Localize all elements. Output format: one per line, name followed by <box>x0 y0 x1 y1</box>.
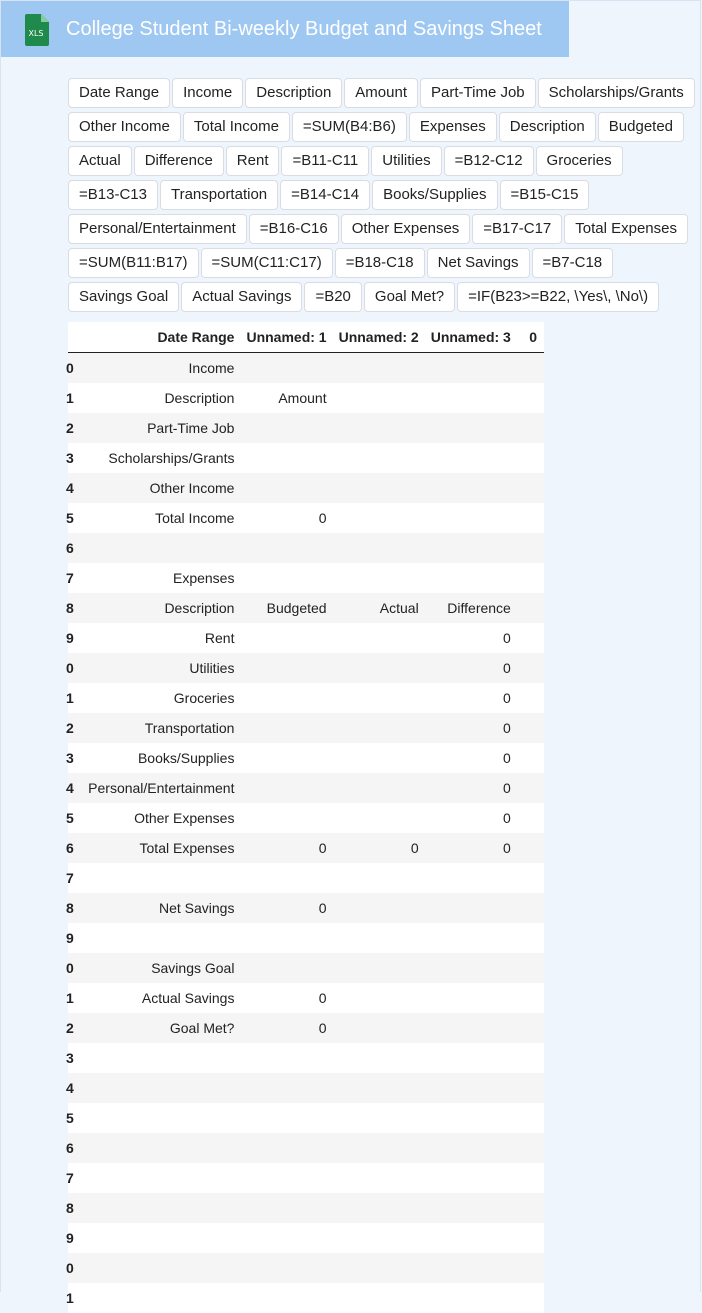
table-row <box>68 1103 544 1133</box>
table-cell <box>511 443 544 473</box>
row-index-cell: 1 <box>66 990 74 1006</box>
table-cell: Other Income <box>149 480 235 496</box>
table-cell <box>72 1103 234 1133</box>
table-cell <box>234 413 326 443</box>
table-cell <box>511 563 544 593</box>
formula-chip[interactable]: =B14-C14 <box>280 180 370 210</box>
table-cell <box>327 1223 419 1253</box>
row-index-cell: 3 <box>66 450 74 466</box>
table-cell: Groceries <box>173 690 235 706</box>
table-cell <box>72 1133 234 1163</box>
table-cell: Actual <box>379 600 419 616</box>
table-cell: 0 <box>318 840 327 856</box>
table-cell <box>234 353 326 384</box>
formula-chip[interactable]: Total Income <box>183 112 290 142</box>
table-cell <box>419 1163 511 1193</box>
table-cell: Books/Supplies <box>137 750 235 766</box>
formula-chip[interactable]: Total Expenses <box>564 214 688 244</box>
row-index-cell: 5 <box>66 810 74 826</box>
row-index-cell: 3 <box>66 750 74 766</box>
table-cell <box>419 503 511 533</box>
row-index-cell: 4 <box>66 1080 74 1096</box>
row-index-cell: 2 <box>66 720 74 736</box>
row-index-cell: 1 <box>66 1290 74 1306</box>
table-cell <box>511 353 544 384</box>
table-cell: Amount <box>278 390 327 406</box>
table-cell <box>327 443 419 473</box>
header-unnamed-2: Unnamed: 2 <box>327 322 419 353</box>
table-cell <box>327 803 419 833</box>
row-index-cell: 7 <box>66 570 74 586</box>
table-cell <box>234 1163 326 1193</box>
table-cell <box>511 1223 544 1253</box>
header-unnamed-1: Unnamed: 1 <box>234 322 326 353</box>
row-index-cell: 9 <box>66 630 74 646</box>
table-cell <box>234 803 326 833</box>
formula-chip[interactable]: =B13-C13 <box>68 180 158 210</box>
table-row <box>68 563 544 593</box>
table-cell <box>327 533 419 563</box>
table-cell: Rent <box>204 630 235 646</box>
table-cell <box>327 1283 419 1313</box>
formula-chip[interactable]: Books/Supplies <box>372 180 497 210</box>
table-cell <box>419 893 511 923</box>
table-cell <box>234 1043 326 1073</box>
formula-chip[interactable]: Actual <box>68 146 132 176</box>
table-cell: 0 <box>318 900 327 916</box>
table-cell <box>419 953 511 983</box>
table-cell <box>327 383 419 413</box>
table-cell <box>419 383 511 413</box>
table-row <box>68 683 544 713</box>
table-cell <box>419 1193 511 1223</box>
xls-file-icon <box>21 14 51 46</box>
formula-chip[interactable]: Difference <box>134 146 224 176</box>
table-cell <box>327 863 419 893</box>
table-cell: Income <box>188 360 235 376</box>
row-index-cell: 8 <box>66 1200 74 1216</box>
table-cell <box>511 1013 544 1043</box>
formula-chip[interactable]: =SUM(B4:B6) <box>292 112 407 142</box>
table-row <box>68 833 544 863</box>
table-cell: Scholarships/Grants <box>108 450 235 466</box>
table-cell <box>327 1073 419 1103</box>
table-cell: Difference <box>447 600 511 616</box>
row-index-cell: 1 <box>66 690 74 706</box>
table-row <box>68 1013 544 1043</box>
table-cell: Total Expenses <box>139 840 235 856</box>
formula-chip-list <box>68 78 700 312</box>
table-row <box>68 773 544 803</box>
table-cell <box>511 1253 544 1283</box>
formula-chip[interactable]: =B18-C18 <box>335 248 425 278</box>
table-row <box>68 1133 544 1163</box>
table-row <box>68 353 544 384</box>
formula-chip[interactable]: =B12-C12 <box>444 146 534 176</box>
table-cell <box>234 1223 326 1253</box>
table-cell <box>72 1253 234 1283</box>
table-cell <box>419 473 511 503</box>
row-index-cell: 3 <box>66 1050 74 1066</box>
row-index-cell: 1 <box>66 390 74 406</box>
table-cell <box>327 503 419 533</box>
table-cell <box>419 353 511 384</box>
table-row <box>68 1163 544 1193</box>
table-cell <box>419 1283 511 1313</box>
table-row <box>68 803 544 833</box>
table-cell <box>419 983 511 1013</box>
table-row <box>68 503 544 533</box>
table-cell <box>511 833 544 863</box>
table-cell <box>511 383 544 413</box>
row-index-cell: 8 <box>66 900 74 916</box>
table-cell <box>419 413 511 443</box>
table-cell <box>327 473 419 503</box>
table-cell <box>234 1283 326 1313</box>
table-cell <box>327 1253 419 1283</box>
table-cell: Budgeted <box>266 600 327 616</box>
table-cell <box>511 773 544 803</box>
formula-chip[interactable]: =B7-C18 <box>532 248 614 278</box>
table-row <box>68 923 544 953</box>
header-zero: 0 <box>511 322 544 353</box>
formula-chip[interactable]: Date Range <box>68 78 170 108</box>
table-cell: Other Expenses <box>134 810 235 826</box>
row-index-cell: 7 <box>66 870 74 886</box>
table-cell <box>234 1133 326 1163</box>
table-row <box>68 863 544 893</box>
header-date-range: Date Range <box>72 322 234 353</box>
table-cell <box>234 563 326 593</box>
table-cell: Description <box>164 600 235 616</box>
row-index-cell: 9 <box>66 930 74 946</box>
row-index-cell: 0 <box>66 1260 74 1276</box>
table-cell <box>511 713 544 743</box>
table-cell <box>234 1193 326 1223</box>
table-cell: Actual Savings <box>141 990 235 1006</box>
table-cell <box>511 803 544 833</box>
table-cell <box>72 1043 234 1073</box>
table-cell: 0 <box>503 840 511 856</box>
table-cell <box>234 623 326 653</box>
row-index-cell: 6 <box>66 1140 74 1156</box>
header-unnamed-3: Unnamed: 3 <box>419 322 511 353</box>
table-row <box>68 1073 544 1103</box>
table-cell <box>234 683 326 713</box>
formula-chip[interactable]: Other Expenses <box>341 214 471 244</box>
table-cell <box>511 1103 544 1133</box>
table-cell <box>511 1073 544 1103</box>
table-cell: 0 <box>503 810 511 826</box>
table-cell <box>72 1223 234 1253</box>
table-cell <box>511 743 544 773</box>
table-cell: Utilities <box>189 660 235 676</box>
table-cell <box>234 1073 326 1103</box>
table-cell <box>511 533 544 563</box>
formula-chip[interactable]: =B11-C11 <box>281 146 369 176</box>
table-row <box>68 743 544 773</box>
table-cell <box>234 1103 326 1133</box>
table-cell: 0 <box>410 840 419 856</box>
table-cell <box>511 413 544 443</box>
table-row <box>68 1253 544 1283</box>
table-cell <box>72 863 234 893</box>
row-index-cell: 6 <box>66 540 74 556</box>
table-cell <box>327 413 419 443</box>
formula-chip[interactable]: Expenses <box>409 112 497 142</box>
table-cell <box>511 653 544 683</box>
formula-chip[interactable]: Savings Goal <box>68 282 179 312</box>
table-cell: Description <box>164 390 235 406</box>
table-row <box>68 593 544 623</box>
table-cell <box>511 473 544 503</box>
table-cell: Savings Goal <box>151 960 235 976</box>
table-cell <box>511 1193 544 1223</box>
table-cell <box>234 473 326 503</box>
table-cell <box>419 923 511 953</box>
table-cell <box>511 1163 544 1193</box>
table-row <box>68 653 544 683</box>
table-cell <box>511 593 544 623</box>
table-row <box>68 443 544 473</box>
table-cell <box>327 563 419 593</box>
formula-chip[interactable]: =B17-C17 <box>472 214 562 244</box>
formula-chip[interactable]: Scholarships/Grants <box>538 78 695 108</box>
table-cell <box>327 1163 419 1193</box>
formula-chip[interactable]: Actual Savings <box>181 282 302 312</box>
table-cell <box>327 1133 419 1163</box>
app-header <box>1 1 569 57</box>
formula-chip[interactable]: =SUM(C11:C17) <box>201 248 333 278</box>
table-cell: 0 <box>318 990 327 1006</box>
formula-chip[interactable]: Amount <box>344 78 418 108</box>
formula-chip[interactable]: =B16-C16 <box>249 214 339 244</box>
row-index-cell: 5 <box>66 510 74 526</box>
table-cell <box>511 1133 544 1163</box>
table-cell <box>72 1073 234 1103</box>
table-cell <box>327 923 419 953</box>
data-table-container <box>66 322 544 1306</box>
table-cell <box>419 1103 511 1133</box>
table-cell: 0 <box>503 690 511 706</box>
table-cell <box>327 1043 419 1073</box>
formula-chip[interactable]: Other Income <box>68 112 181 142</box>
table-cell <box>327 1193 419 1223</box>
table-cell: 0 <box>503 720 511 736</box>
table-cell: Personal/Entertainment <box>88 780 235 796</box>
table-cell <box>327 713 419 743</box>
formula-chip[interactable]: =B15-C15 <box>500 180 590 210</box>
formula-chip[interactable]: Personal/Entertainment <box>68 214 247 244</box>
table-cell <box>419 1223 511 1253</box>
table-cell: 0 <box>503 750 511 766</box>
table-row <box>68 893 544 923</box>
row-index-cell: 0 <box>66 360 74 376</box>
table-cell <box>327 623 419 653</box>
table-cell: 0 <box>503 630 511 646</box>
table-cell <box>234 773 326 803</box>
table-cell: Goal Met? <box>169 1020 235 1036</box>
table-cell <box>327 983 419 1013</box>
formula-chip[interactable]: =B20 <box>304 282 361 312</box>
table-cell <box>511 863 544 893</box>
table-cell <box>327 773 419 803</box>
formula-chip[interactable]: Transportation <box>160 180 278 210</box>
formula-chip[interactable]: Rent <box>226 146 280 176</box>
table-cell <box>72 923 234 953</box>
table-cell: Net Savings <box>158 900 235 916</box>
formula-chip[interactable]: Description <box>499 112 596 142</box>
table-cell <box>511 893 544 923</box>
table-cell <box>234 653 326 683</box>
table-cell <box>72 1193 234 1223</box>
row-index-cell: 4 <box>66 480 74 496</box>
table-cell <box>72 1283 234 1313</box>
table-cell <box>327 653 419 683</box>
table-cell <box>327 1013 419 1043</box>
table-cell <box>419 1043 511 1073</box>
table-cell <box>234 953 326 983</box>
row-index-cell: 8 <box>66 600 74 616</box>
formula-chip[interactable]: Budgeted <box>598 112 684 142</box>
table-row <box>68 623 544 653</box>
row-index-cell: 4 <box>66 780 74 796</box>
table-cell <box>511 953 544 983</box>
table-cell <box>419 1013 511 1043</box>
table-cell <box>234 743 326 773</box>
table-cell: 0 <box>503 660 511 676</box>
table-row <box>68 533 544 563</box>
formula-chip[interactable]: Income <box>172 78 243 108</box>
table-row <box>68 413 544 443</box>
table-cell: 0 <box>503 780 511 796</box>
table-cell: Part-Time Job <box>147 420 235 436</box>
table-cell <box>327 953 419 983</box>
formula-chip[interactable]: Description <box>245 78 342 108</box>
table-cell: 0 <box>318 1020 327 1036</box>
table-row <box>68 383 544 413</box>
table-cell <box>234 1253 326 1283</box>
table-cell <box>419 1133 511 1163</box>
row-index-cell: 0 <box>66 960 74 976</box>
table-cell <box>234 863 326 893</box>
row-index-cell: 2 <box>66 1020 74 1036</box>
table-row <box>68 953 544 983</box>
formula-chip[interactable]: Net Savings <box>427 248 530 278</box>
table-header-row <box>68 322 544 353</box>
table-cell <box>419 533 511 563</box>
table-row <box>68 1283 544 1313</box>
table-cell <box>327 353 419 384</box>
table-row <box>68 1193 544 1223</box>
table-cell <box>327 1103 419 1133</box>
table-cell <box>419 563 511 593</box>
xls-icon-label: XLS <box>28 29 44 38</box>
table-row <box>68 983 544 1013</box>
table-cell <box>327 893 419 923</box>
table-cell <box>72 1163 234 1193</box>
table-cell <box>234 443 326 473</box>
data-table <box>68 322 544 1313</box>
row-index-cell: 9 <box>66 1230 74 1246</box>
table-cell <box>419 1253 511 1283</box>
table-row <box>68 713 544 743</box>
table-cell: 0 <box>318 510 327 526</box>
table-cell <box>511 983 544 1013</box>
table-cell <box>72 533 234 563</box>
row-index-cell: 2 <box>66 420 74 436</box>
row-index-cell: 5 <box>66 1110 74 1126</box>
table-row <box>68 473 544 503</box>
table-cell <box>511 1043 544 1073</box>
formula-chip[interactable]: Groceries <box>536 146 623 176</box>
table-cell <box>327 683 419 713</box>
table-cell: Total Income <box>155 510 235 526</box>
formula-chip[interactable]: Goal Met? <box>364 282 455 312</box>
table-cell <box>419 1073 511 1103</box>
table-cell: Expenses <box>172 570 235 586</box>
formula-chip[interactable]: Part-Time Job <box>420 78 536 108</box>
row-index-cell: 6 <box>66 840 74 856</box>
page-title: College Student Bi-weekly Budget and Savings Sheet <box>66 18 542 40</box>
table-row <box>68 1043 544 1073</box>
row-index-cell: 7 <box>66 1170 74 1186</box>
table-cell <box>511 623 544 653</box>
row-index-cell: 0 <box>66 660 74 676</box>
table-cell <box>327 743 419 773</box>
formula-chip[interactable]: =SUM(B11:B17) <box>68 248 199 278</box>
table-cell <box>419 443 511 473</box>
formula-chip[interactable]: Utilities <box>371 146 441 176</box>
table-cell <box>511 1283 544 1313</box>
formula-chip[interactable]: =IF(B23>=B22, \Yes\, \No\) <box>457 282 659 312</box>
table-cell <box>511 503 544 533</box>
table-cell: Transportation <box>144 720 235 736</box>
table-cell <box>234 713 326 743</box>
table-cell <box>511 923 544 953</box>
table-cell <box>511 683 544 713</box>
table-row <box>68 1223 544 1253</box>
table-cell <box>419 863 511 893</box>
table-cell <box>234 533 326 563</box>
table-cell <box>234 923 326 953</box>
